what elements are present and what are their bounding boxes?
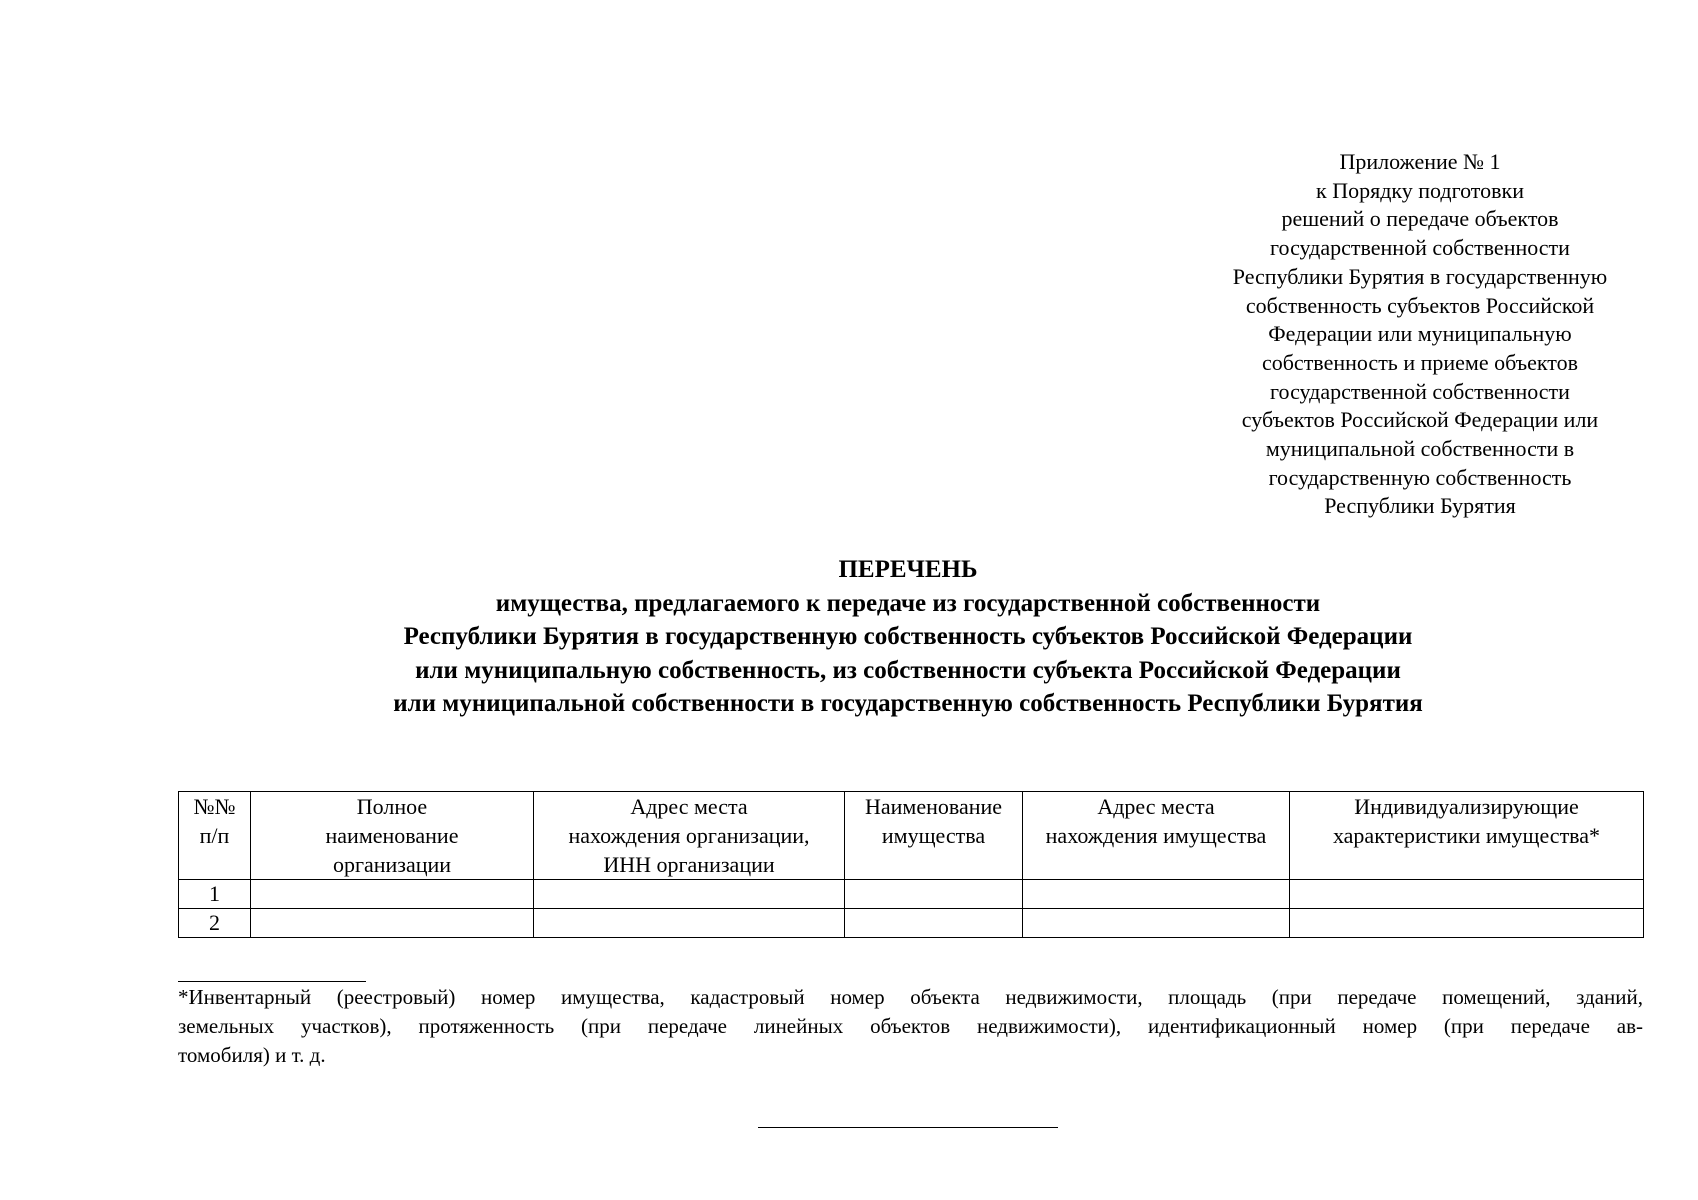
table-cell: [1290, 880, 1644, 909]
table-cell: [1023, 880, 1290, 909]
appendix-line: Республики Бурятия в государственную: [1232, 263, 1608, 289]
appendix-line: Федерации или муниципальную: [1268, 321, 1572, 347]
appendix-line: государственную собственность: [1268, 464, 1572, 490]
table-cell: [534, 909, 845, 938]
table-cell: 1: [179, 880, 251, 909]
appendix-block: [1180, 148, 1660, 521]
table-cell: [251, 880, 534, 909]
footnote-line: томобиля) и т. д.: [178, 1043, 326, 1067]
table-row: [179, 880, 1644, 909]
property-list-table: [178, 791, 1644, 938]
appendix-line: государственной собственности: [1270, 378, 1570, 404]
header-property-address: Адрес места нахождения имущества: [1023, 792, 1290, 880]
header-number: №№ п/п: [179, 792, 251, 880]
header-property-characteristics: Индивидуализирующие характеристики имущества*: [1290, 792, 1644, 880]
title-line: имущества, предлагаемого к передаче из государственной собственности: [495, 589, 1321, 617]
title-line: или муниципальную собственность, из собственности субъекта Российской Федерации: [415, 656, 1401, 684]
footnote-line: *Инвентарный (реестровый) номер имущества, кадастровый номер объекта недвижимости, площадь (при передаче помещений, зданий,: [178, 985, 1643, 1009]
footnote-separator: [178, 981, 366, 982]
table-cell: [1023, 909, 1290, 938]
title-line: или муниципальной собственности в государственную собственность Республики Бурятия: [393, 690, 1423, 717]
appendix-line: решений о передаче объектов: [1281, 206, 1559, 232]
header-property-name: Наименование имущества: [845, 792, 1023, 880]
appendix-line: собственность и приеме объектов: [1261, 349, 1579, 375]
footnote: [178, 983, 1643, 1070]
table-header-row: [179, 792, 1644, 880]
header-organization-name: Полное наименование организации: [251, 792, 534, 880]
table-row: [179, 909, 1644, 938]
table-cell: [534, 880, 845, 909]
title-heading: ПЕРЕЧЕНЬ: [838, 556, 978, 583]
appendix-line: муниципальной собственности в: [1265, 436, 1575, 462]
footnote-line: земельных участков), протяженность (при передаче линейных объектов недвижимости), идентификационный номер (при передаче ав-: [178, 1014, 1643, 1038]
table-cell: 2: [179, 909, 251, 938]
appendix-line: государственной собственности: [1270, 235, 1570, 261]
appendix-line: Республики Бурятия: [1324, 493, 1516, 519]
title-line: Республики Бурятия в государственную собственность субъектов Российской Федерации: [403, 623, 1413, 650]
appendix-line: собственность субъектов Российской: [1245, 292, 1595, 318]
table-cell: [845, 880, 1023, 909]
appendix-line: к Порядку подготовки: [1316, 177, 1524, 203]
document-title: [0, 553, 1698, 721]
header-organization-address: Адрес места нахождения организации, ИНН организации: [534, 792, 845, 880]
bottom-separator: [758, 1127, 1058, 1128]
table-cell: [1290, 909, 1644, 938]
table-cell: [845, 909, 1023, 938]
table-cell: [251, 909, 534, 938]
appendix-line: Приложение № 1: [1339, 149, 1501, 174]
appendix-line: субъектов Российской Федерации или: [1241, 407, 1599, 433]
